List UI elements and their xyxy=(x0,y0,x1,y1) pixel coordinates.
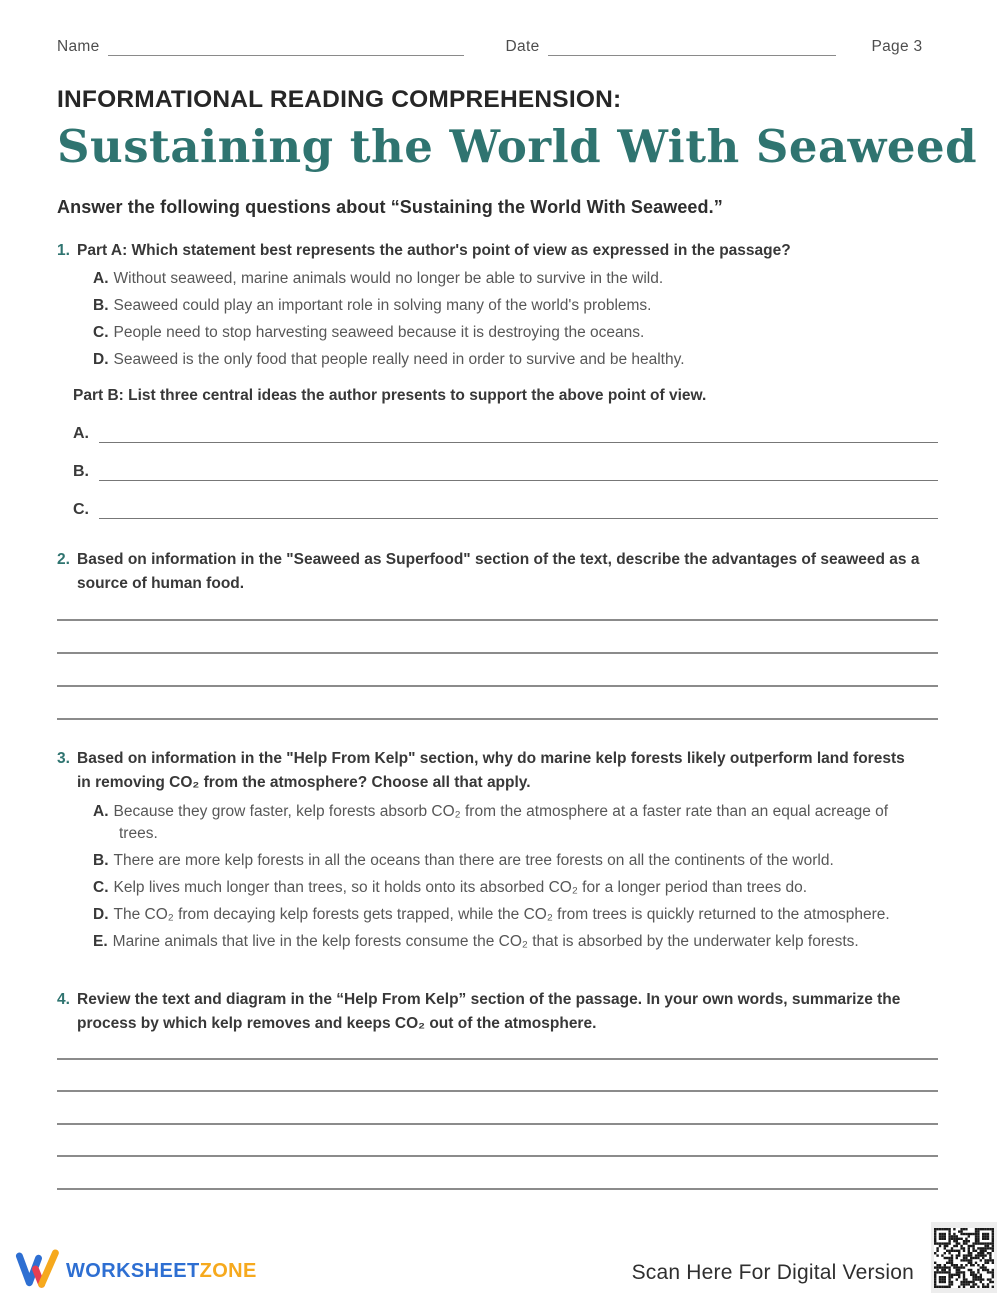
question-2-answer-lines xyxy=(57,588,938,720)
question-3-prompt: Based on information in the "Help From Kelp" section, why do marine kelp forests likely outperform land forests in removing CO₂ from the atmosphere? Choose all that apply. xyxy=(77,750,905,792)
question-2-prompt: Based on information in the "Seaweed as Superfood" section of the text, describe the advantages of seaweed as a source of human food. xyxy=(77,551,920,593)
choice-text: Seaweed is the only food that people really need in order to survive and be healthy. xyxy=(113,351,685,369)
part-b-blank-a xyxy=(73,420,938,443)
choice-text: The CO₂ from decaying kelp forests gets trapped, while the CO₂ from trees is quickly returned to the atmosphere. xyxy=(113,905,890,923)
choice-letter: E. xyxy=(93,932,108,950)
choice-letter: B. xyxy=(93,297,109,315)
part-b-prompt: Part B: List three central ideas the author presents to support the above point of view. xyxy=(73,387,707,404)
question-1-choices xyxy=(77,268,791,371)
answer-line xyxy=(57,621,938,654)
page-title: Sustaining the World With Seaweed xyxy=(57,120,978,173)
choice-3a xyxy=(93,801,908,845)
answer-line xyxy=(57,687,938,720)
choice-letter: D. xyxy=(93,351,109,369)
question-3-choices xyxy=(77,801,922,953)
choice-1c xyxy=(93,322,791,344)
logo-zone-text: ZONE xyxy=(199,1260,257,1282)
question-1-part-b xyxy=(57,387,938,519)
question-3-number: 3. xyxy=(57,750,70,767)
choice-text: Because they grow faster, kelp forests absorb CO₂ from the atmosphere at a faster rate than an equal acreage of trees. xyxy=(113,802,889,842)
answer-line xyxy=(57,1092,938,1125)
choice-1b xyxy=(93,295,791,317)
page-number: Page 3 xyxy=(871,38,923,55)
answer-line xyxy=(57,588,938,621)
choice-text: People need to stop harvesting seaweed because it is destroying the oceans. xyxy=(113,324,645,342)
choice-3b xyxy=(93,850,922,872)
choice-text: Marine animals that live in the kelp forests consume the CO₂ that is absorbed by the underwater kelp forests. xyxy=(112,932,859,950)
choice-letter: A. xyxy=(93,802,109,820)
logo-worksheet-text: WORKSHEET xyxy=(66,1260,200,1282)
choice-letter: A. xyxy=(93,270,109,288)
answer-line xyxy=(57,1157,938,1190)
question-2-number: 2. xyxy=(57,551,70,568)
choice-text: There are more kelp forests in all the oceans than there are tree forests on all the continents of the world. xyxy=(113,851,834,869)
question-4-prompt: Review the text and diagram in the “Help From Kelp” section of the passage. In your own words, summarize the process by which kelp removes and keeps CO₂ out of the atmosphere. xyxy=(77,991,901,1033)
choice-letter: B. xyxy=(93,851,109,869)
choice-text: Kelp lives much longer than trees, so it holds onto its absorbed CO₂ for a longer period than trees do. xyxy=(113,878,808,896)
answer-blank-line xyxy=(99,438,938,443)
choice-letter: C. xyxy=(93,324,109,342)
answer-line xyxy=(57,654,938,687)
choice-1a xyxy=(93,268,791,290)
date-blank-line xyxy=(548,50,836,56)
question-1-number: 1. xyxy=(57,242,70,259)
answer-line xyxy=(57,1125,938,1158)
choice-letter: C. xyxy=(93,878,109,896)
name-label: Name xyxy=(57,38,100,55)
worksheetzone-logo-icon xyxy=(14,1246,60,1294)
part-b-blank-c xyxy=(73,496,938,519)
question-1 xyxy=(57,239,938,376)
blank-letter: B. xyxy=(73,463,89,480)
question-4-answer-lines xyxy=(57,1027,938,1190)
blank-letter: C. xyxy=(73,501,89,518)
question-3 xyxy=(57,747,938,958)
instruction-text: Answer the following questions about “Sustaining the World With Seaweed.” xyxy=(57,197,723,217)
qr-code xyxy=(931,1222,997,1293)
blank-letter: A. xyxy=(73,425,89,442)
choice-3e xyxy=(93,931,922,953)
scan-here-text: Scan Here For Digital Version xyxy=(631,1261,914,1284)
kicker-heading: INFORMATIONAL READING COMPREHENSION: xyxy=(57,86,622,113)
choice-1d xyxy=(93,349,791,371)
logo-wordmark xyxy=(66,1260,257,1283)
answer-blank-line xyxy=(99,514,938,519)
header-row xyxy=(57,38,938,56)
date-label: Date xyxy=(505,38,540,55)
choice-3d xyxy=(93,904,908,926)
choice-3c xyxy=(93,877,922,899)
question-4-number: 4. xyxy=(57,991,70,1008)
worksheetzone-logo xyxy=(14,1246,257,1294)
answer-line xyxy=(57,1060,938,1093)
part-b-blank-b xyxy=(73,458,938,481)
choice-text: Without seaweed, marine animals would no longer be able to survive in the wild. xyxy=(113,270,664,288)
choice-letter: D. xyxy=(93,905,109,923)
answer-line xyxy=(57,1027,938,1060)
answer-blank-line xyxy=(99,476,938,481)
name-blank-line xyxy=(108,50,464,56)
question-1-prompt: Part A: Which statement best represents the author's point of view as expressed in the passage? xyxy=(77,242,791,259)
choice-text: Seaweed could play an important role in solving many of the world's problems. xyxy=(113,297,652,315)
